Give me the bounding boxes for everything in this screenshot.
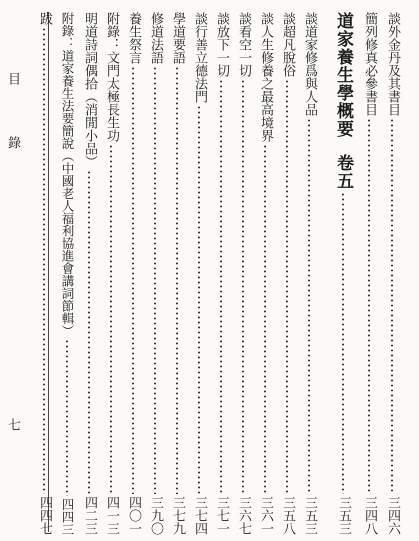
- toc-entry-title: 談道家修爲與人品: [302, 12, 317, 116]
- dot-leader: [176, 66, 178, 494]
- toc-entry[interactable]: [36, 12, 52, 535]
- toc-entry-title: 學道要語: [170, 12, 185, 64]
- running-head-lu: 錄: [5, 136, 20, 149]
- running-head-mu: 目: [5, 72, 20, 85]
- toc-entry-page: 三七九: [170, 496, 185, 535]
- section-heading-page: 三五三: [336, 496, 351, 535]
- dot-leader: [242, 79, 244, 494]
- toc-entry[interactable]: [56, 12, 78, 535]
- toc-entry-title: 附錄：文門太極長生功: [104, 12, 119, 142]
- toc-entry[interactable]: [78, 12, 100, 535]
- dot-leader: [154, 66, 156, 494]
- toc-entry-page: 四二三: [82, 496, 97, 535]
- toc-entry[interactable]: [210, 12, 232, 535]
- section-heading-volume: 卷五: [333, 154, 353, 190]
- toc-entry[interactable]: [381, 12, 403, 535]
- toc-entry-page: 三七四: [192, 496, 207, 535]
- toc-entry-title: 談放下一切: [214, 12, 229, 77]
- toc-entry-title: 談人生修養之最高境界: [258, 12, 273, 142]
- toc-entry-page: 三四八: [362, 496, 377, 535]
- toc-entry-title: 修道法語: [148, 12, 163, 64]
- toc-entry-page: 三四六: [385, 496, 400, 535]
- toc-entry[interactable]: [254, 12, 276, 535]
- toc-entry-page: 三七一: [214, 496, 229, 535]
- toc-entry[interactable]: [232, 12, 254, 535]
- toc-entry-title: 養生祭言: [126, 12, 141, 64]
- toc-entry[interactable]: [166, 12, 188, 535]
- toc-entry-page: 三六七: [236, 496, 251, 535]
- toc-entry-title: 明道詩詞偶拾（消閒小品）: [82, 12, 97, 168]
- toc-entry-title: 談行善立德法門: [192, 12, 207, 103]
- section-heading[interactable]: [330, 12, 356, 535]
- dot-leader: [88, 170, 90, 494]
- toc-entry-title: 附錄：道家養生法要簡說（中國老人福利協進會講詞節輯）: [60, 12, 75, 337]
- toc-entry-page: 四〇一: [126, 496, 141, 535]
- toc-entry-title: 談超凡脫俗: [280, 12, 295, 77]
- toc-entry-page: 四四三: [60, 497, 75, 535]
- toc-entry[interactable]: [144, 12, 166, 535]
- toc-entry-page: 三五八: [280, 496, 295, 535]
- toc-entry-page: 四四七: [37, 496, 52, 535]
- dot-leader: [308, 118, 310, 494]
- toc-entry-page: 三五三: [302, 496, 317, 535]
- dot-leader: [264, 144, 266, 494]
- dot-leader: [132, 66, 134, 494]
- toc-entry-page: 四一三: [104, 496, 119, 535]
- dot-leader: [391, 118, 393, 494]
- toc-entry[interactable]: [122, 12, 144, 535]
- toc-entry-title: 談外金丹及其書目: [385, 12, 400, 116]
- toc-entry[interactable]: [298, 12, 320, 535]
- toc-entry-page: 三六一: [258, 496, 273, 535]
- dot-leader: [368, 118, 370, 494]
- dot-leader: [43, 27, 45, 494]
- toc-entry-title: 簡列修真必參書目: [362, 12, 377, 116]
- toc-entry[interactable]: [276, 12, 298, 535]
- dot-leader: [66, 339, 68, 496]
- toc-entry[interactable]: [358, 12, 380, 535]
- dot-leader: [110, 144, 112, 494]
- toc-entry[interactable]: [188, 12, 210, 535]
- section-heading-title: 道家養生學概要: [333, 12, 353, 138]
- dot-leader: [220, 79, 222, 494]
- toc-entry-page: 三九〇: [148, 496, 163, 535]
- dot-leader: [198, 105, 200, 494]
- toc-entry-title: 跋: [37, 12, 52, 25]
- toc-entry[interactable]: [100, 12, 122, 535]
- dot-leader: [342, 192, 344, 494]
- toc-entry-title: 談看空一切: [236, 12, 251, 77]
- dot-leader: [286, 79, 288, 494]
- page-number: 七: [5, 418, 20, 431]
